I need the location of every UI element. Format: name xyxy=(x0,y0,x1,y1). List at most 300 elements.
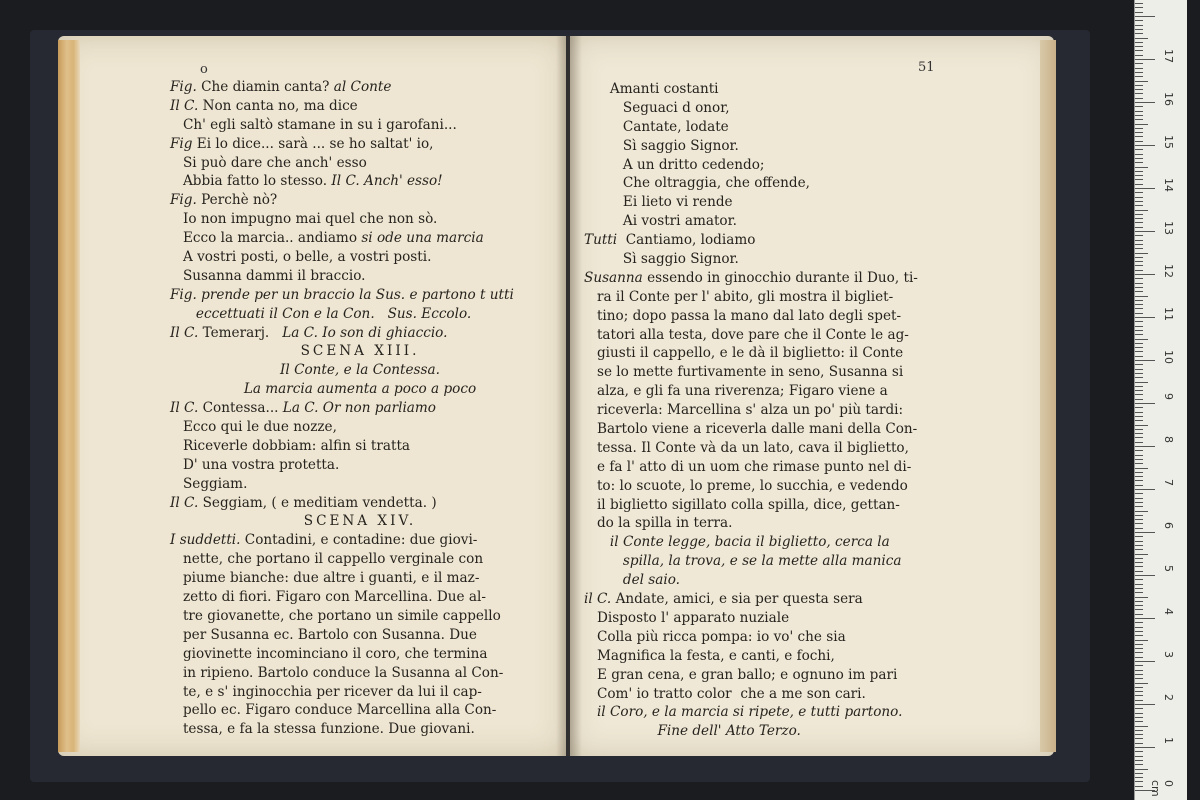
ruler-tick xyxy=(1135,678,1143,679)
ruler-tick xyxy=(1135,235,1143,236)
ruler-tick xyxy=(1135,627,1143,628)
ruler-tick xyxy=(1135,145,1155,146)
ruler-tick xyxy=(1135,308,1143,309)
ruler-number: 15 xyxy=(1162,135,1175,149)
ruler-tick xyxy=(1135,760,1143,761)
page-edges-left xyxy=(58,40,80,752)
ruler-tick xyxy=(1135,244,1143,245)
line-direction: Il C. Anch' esso! xyxy=(331,173,443,190)
ruler-tick xyxy=(1135,20,1143,21)
ruler-number: 0 cm xyxy=(1149,780,1175,797)
text-line xyxy=(170,78,550,97)
line-text: tessa. Il Conte và da un lato, cava il biglietto, xyxy=(584,439,909,456)
ruler-tick xyxy=(1135,747,1155,748)
line-text: Ei lo dice... sarà ... se ho saltat' io, xyxy=(192,135,434,152)
line-text: il biglietto sigillato colla spilla, dice, gettan- xyxy=(584,496,900,513)
ruler-tick xyxy=(1135,179,1143,180)
ruler-tick xyxy=(1135,291,1143,292)
ruler-tick xyxy=(1135,154,1143,155)
ruler-tick xyxy=(1135,373,1143,374)
measurement-ruler xyxy=(1134,0,1187,800)
ruler-tick xyxy=(1135,545,1143,546)
ruler-tick xyxy=(1135,575,1155,576)
ruler-tick xyxy=(1135,351,1143,352)
line-speaker: Fig. xyxy=(170,192,197,209)
text-line xyxy=(584,628,1004,647)
ruler-tick xyxy=(1135,420,1143,421)
right-page-text xyxy=(584,80,1004,741)
text-line xyxy=(584,590,1004,609)
text-line xyxy=(584,458,1004,477)
ruler-tick xyxy=(1135,158,1143,159)
line-text: to: lo scuote, lo preme, lo succhia, e vedendo xyxy=(584,477,908,494)
ruler-tick xyxy=(1135,265,1143,266)
line-text: Ei lieto vi rende xyxy=(584,194,733,211)
ruler-tick xyxy=(1135,317,1155,318)
ruler-tick xyxy=(1135,661,1155,662)
line-text: zetto di fiori. Figaro con Marcellina. Due al- xyxy=(170,589,486,606)
ruler-tick xyxy=(1135,171,1143,172)
line-text: tessa, e fa la stessa funzione. Due giovani. xyxy=(170,721,475,738)
ruler-tick xyxy=(1135,493,1143,494)
ruler-tick xyxy=(1135,713,1143,714)
text-line xyxy=(170,512,550,531)
text-line xyxy=(584,552,1004,571)
text-line xyxy=(584,307,1004,326)
line-text: Andate, amici, e sia per questa sera xyxy=(611,591,863,608)
ruler-number: 2 xyxy=(1162,694,1175,701)
ruler-tick xyxy=(1135,566,1143,567)
ruler-tick xyxy=(1135,558,1143,559)
line-speaker: Susanna xyxy=(584,269,643,286)
text-line xyxy=(170,701,550,720)
text-line xyxy=(584,174,1004,193)
left-page-text xyxy=(170,78,550,739)
ruler-number: 14 xyxy=(1162,178,1175,192)
text-line xyxy=(170,418,550,437)
ruler-tick xyxy=(1135,463,1143,464)
text-line xyxy=(170,494,550,513)
text-line xyxy=(584,326,1004,345)
ruler-tick xyxy=(1135,506,1143,507)
ruler-tick xyxy=(1135,270,1143,271)
ruler-tick xyxy=(1135,394,1143,395)
ruler-tick xyxy=(1135,652,1143,653)
line-text: ra il Conte per l' abito, gli mostra il bigliet- xyxy=(584,288,894,305)
text-line xyxy=(170,550,550,569)
text-line xyxy=(170,456,550,475)
text-line xyxy=(170,191,550,210)
ruler-tick xyxy=(1135,554,1148,555)
ruler-tick xyxy=(1135,360,1155,361)
ruler-tick xyxy=(1135,777,1143,778)
line-text: Sì saggio Signor. xyxy=(584,251,739,268)
line-text: Seguaci d onor, xyxy=(584,99,730,116)
ruler-tick xyxy=(1135,502,1143,503)
line-text: Ecco qui le due nozze, xyxy=(170,419,337,436)
ruler-tick xyxy=(1135,764,1143,765)
line-text: se lo mette furtivamente in seno, Susanna si xyxy=(584,364,904,381)
ruler-tick xyxy=(1135,3,1143,4)
ruler-tick xyxy=(1135,609,1143,610)
ruler-tick xyxy=(1135,382,1148,383)
text-line xyxy=(584,99,1004,118)
text-line xyxy=(170,210,550,229)
line-direction: prende per un braccio la Sus. e partono t utti xyxy=(196,286,514,303)
line-direction: La C. Io son di ghiaccio. xyxy=(273,324,448,341)
line-text: Temerarj. xyxy=(198,324,274,341)
ruler-tick xyxy=(1135,605,1143,606)
ruler-tick xyxy=(1135,644,1143,645)
line-text: Cantate, lodate xyxy=(584,118,729,135)
ruler-tick xyxy=(1135,549,1143,550)
ruler-tick xyxy=(1135,343,1143,344)
ruler-tick xyxy=(1135,734,1143,735)
ruler-tick xyxy=(1135,743,1143,744)
line-text: in ripieno. Bartolo conduce la Susanna al Con- xyxy=(170,664,504,681)
line-speaker: Il C. xyxy=(170,494,199,511)
ruler-number: 9 xyxy=(1162,393,1175,400)
ruler-number: 11 xyxy=(1162,307,1175,321)
text-line xyxy=(170,135,550,154)
ruler-tick xyxy=(1135,63,1143,64)
line-direction: SCENA XIII. xyxy=(300,343,420,360)
ruler-tick xyxy=(1135,93,1143,94)
text-line xyxy=(170,437,550,456)
text-line xyxy=(584,344,1004,363)
line-text: Com' io tratto color che a me son cari. xyxy=(584,685,866,702)
text-line xyxy=(584,571,1004,590)
text-line xyxy=(170,380,550,399)
ruler-tick xyxy=(1135,704,1155,705)
ruler-tick xyxy=(1135,579,1143,580)
line-direction: del saio. xyxy=(584,572,680,589)
ruler-tick xyxy=(1135,592,1143,593)
text-line xyxy=(170,626,550,645)
ruler-tick xyxy=(1135,175,1143,176)
line-direction: Fine dell' Atto Terzo. xyxy=(584,723,801,740)
line-text: Che oltraggia, che offende, xyxy=(584,175,810,192)
line-text: tatori alla testa, dove pare che il Conte le ag- xyxy=(584,326,909,343)
text-line xyxy=(170,229,550,248)
ruler-tick xyxy=(1135,691,1143,692)
ruler-tick xyxy=(1135,313,1143,314)
ruler-tick xyxy=(1135,781,1143,782)
ruler-tick xyxy=(1135,16,1155,17)
ruler-tick xyxy=(1135,390,1143,391)
ruler-tick xyxy=(1135,386,1143,387)
ruler-tick xyxy=(1135,38,1148,39)
line-text: E gran cena, e gran ballo; e ognuno im pari xyxy=(584,666,898,683)
ruler-tick xyxy=(1135,119,1143,120)
ruler-tick xyxy=(1135,167,1148,168)
line-text: Amanti costanti xyxy=(584,81,719,97)
text-line xyxy=(584,193,1004,212)
line-text: e fa l' atto di un uom che rimase punto nel di- xyxy=(584,458,912,475)
text-line xyxy=(170,569,550,588)
ruler-tick xyxy=(1135,726,1148,727)
ruler-tick xyxy=(1135,214,1143,215)
ruler-tick xyxy=(1135,111,1143,112)
line-text: D' una vostra protetta. xyxy=(170,456,340,473)
ruler-tick xyxy=(1135,498,1143,499)
text-line xyxy=(584,118,1004,137)
ruler-number: 17 xyxy=(1162,49,1175,63)
ruler-tick xyxy=(1135,218,1143,219)
text-line xyxy=(584,401,1004,420)
ruler-number: 7 xyxy=(1162,479,1175,486)
line-speaker: Fig. xyxy=(170,79,197,95)
ruler-tick xyxy=(1135,700,1143,701)
ruler-tick xyxy=(1135,433,1143,434)
ruler-tick xyxy=(1135,197,1143,198)
ruler-number: 10 xyxy=(1162,350,1175,364)
text-line xyxy=(584,685,1004,704)
text-line xyxy=(584,722,1004,741)
ruler-tick xyxy=(1135,618,1155,619)
ruler-tick xyxy=(1135,321,1143,322)
ruler-tick xyxy=(1135,201,1143,202)
line-text: te, e s' inginocchia per ricever da lui il cap- xyxy=(170,683,482,700)
ruler-tick xyxy=(1135,356,1143,357)
ruler-tick xyxy=(1135,274,1155,275)
text-line xyxy=(170,588,550,607)
text-line xyxy=(584,666,1004,685)
text-line xyxy=(170,399,550,418)
ruler-tick xyxy=(1135,562,1143,563)
text-line xyxy=(170,531,550,550)
ruler-tick xyxy=(1135,85,1143,86)
line-text: Contessa... xyxy=(198,400,283,417)
line-speaker: Il C. xyxy=(170,97,199,114)
ruler-tick xyxy=(1135,403,1155,404)
ruler-number: 5 xyxy=(1162,565,1175,572)
line-text: A un dritto cedendo; xyxy=(584,156,765,173)
ruler-tick xyxy=(1135,205,1143,206)
ruler-tick xyxy=(1135,528,1143,529)
right-page-number: 51 xyxy=(918,60,935,75)
ruler-tick xyxy=(1135,489,1155,490)
ruler-tick xyxy=(1135,425,1148,426)
ruler-tick xyxy=(1135,102,1155,103)
ruler-tick xyxy=(1135,442,1143,443)
ruler-tick xyxy=(1135,721,1143,722)
ruler-tick xyxy=(1135,450,1143,451)
text-line xyxy=(584,514,1004,533)
ruler-tick xyxy=(1135,631,1143,632)
ruler-tick xyxy=(1135,364,1143,365)
line-text: per Susanna ec. Bartolo con Susanna. Due xyxy=(170,626,477,643)
line-text: Ecco la marcia.. andiamo xyxy=(170,230,362,247)
ruler-tick xyxy=(1135,407,1143,408)
ruler-tick xyxy=(1135,7,1143,8)
ruler-tick xyxy=(1135,429,1143,430)
ruler-tick xyxy=(1135,278,1143,279)
ruler-tick xyxy=(1135,717,1143,718)
ruler-tick xyxy=(1135,670,1143,671)
text-line xyxy=(170,305,550,324)
ruler-tick xyxy=(1135,222,1143,223)
line-direction: spilla, la trova, e se la mette alla manica xyxy=(584,553,902,570)
line-text: Non canta no, ma dice xyxy=(198,97,358,114)
ruler-tick xyxy=(1135,468,1148,469)
ruler-tick xyxy=(1135,683,1148,684)
ruler-tick xyxy=(1135,455,1143,456)
text-line xyxy=(584,231,1004,250)
text-line xyxy=(584,269,1004,288)
text-line xyxy=(584,363,1004,382)
line-text: Susanna dammi il braccio. xyxy=(170,267,366,284)
line-text: Bartolo viene a riceverla dalle mani della Con- xyxy=(584,421,918,438)
ruler-tick xyxy=(1135,773,1143,774)
ruler-tick xyxy=(1135,59,1155,60)
line-direction: La C. Or non parliamo xyxy=(282,400,436,417)
text-line xyxy=(584,477,1004,496)
text-line xyxy=(170,97,550,116)
text-line xyxy=(584,609,1004,628)
ruler-tick xyxy=(1135,695,1143,696)
ruler-tick xyxy=(1135,511,1148,512)
ruler-tick xyxy=(1135,72,1143,73)
ruler-tick xyxy=(1135,485,1143,486)
ruler-tick xyxy=(1135,330,1143,331)
text-line xyxy=(170,324,550,343)
text-line xyxy=(584,647,1004,666)
line-text: Riceverle dobbiam: alfin si tratta xyxy=(170,437,411,454)
line-text: giovinette incominciano il coro, che termina xyxy=(170,645,488,662)
line-text: Ai vostri amator. xyxy=(584,213,737,230)
ruler-tick xyxy=(1135,738,1143,739)
ruler-number: 13 xyxy=(1162,221,1175,235)
ruler-tick xyxy=(1135,657,1143,658)
ruler-tick xyxy=(1135,136,1143,137)
line-direction: SCENA XIV. xyxy=(303,513,417,530)
text-line xyxy=(584,382,1004,401)
ruler-tick xyxy=(1135,76,1143,77)
ruler-tick xyxy=(1135,622,1143,623)
ruler-tick xyxy=(1135,416,1143,417)
ruler-tick xyxy=(1135,459,1143,460)
ruler-tick xyxy=(1135,399,1143,400)
ruler-tick xyxy=(1135,640,1148,641)
ruler-tick xyxy=(1135,192,1143,193)
line-text: Contadini, e contadine: due giovi- xyxy=(240,532,478,549)
line-text: riceverla: Marcellina s' alza un po' più tardi: xyxy=(584,402,904,419)
ruler-tick xyxy=(1135,377,1143,378)
ruler-tick xyxy=(1135,708,1143,709)
ruler-tick xyxy=(1135,515,1143,516)
text-line xyxy=(170,683,550,702)
text-line xyxy=(584,250,1004,269)
line-speaker: Il C. xyxy=(170,400,199,417)
ruler-number: 8 xyxy=(1162,436,1175,443)
line-speaker: I suddetti. xyxy=(170,532,241,549)
ruler-tick xyxy=(1135,730,1143,731)
line-direction: si ode una marcia xyxy=(361,230,484,247)
line-text: A vostri posti, o belle, a vostri posti. xyxy=(170,249,432,266)
text-line xyxy=(170,286,550,305)
text-line xyxy=(584,420,1004,439)
ruler-tick xyxy=(1135,347,1143,348)
ruler-tick xyxy=(1135,248,1143,249)
line-speaker: Fig. xyxy=(170,286,197,303)
text-line xyxy=(170,664,550,683)
ruler-tick xyxy=(1135,253,1148,254)
ruler-tick xyxy=(1135,597,1148,598)
ruler-tick xyxy=(1135,227,1143,228)
ruler-tick xyxy=(1135,648,1143,649)
ruler-tick xyxy=(1135,231,1155,232)
ruler-tick xyxy=(1135,132,1143,133)
ruler-tick xyxy=(1135,33,1143,34)
text-line xyxy=(584,703,1004,722)
text-line xyxy=(170,720,550,739)
ruler-tick xyxy=(1135,240,1143,241)
text-line xyxy=(584,156,1004,175)
ruler-tick xyxy=(1135,162,1143,163)
line-text: Ch' egli saltò stamane in su i garofani... xyxy=(170,116,457,133)
ruler-tick xyxy=(1135,50,1143,51)
ruler-tick xyxy=(1135,523,1143,524)
ruler-tick xyxy=(1135,89,1143,90)
ruler-tick xyxy=(1135,786,1143,787)
ruler-tick xyxy=(1135,257,1143,258)
line-text: Seggiam, ( e meditiam vendetta. ) xyxy=(198,494,437,511)
page-edges-right xyxy=(1040,40,1056,752)
ruler-tick xyxy=(1135,665,1143,666)
text-line xyxy=(584,533,1004,552)
line-speaker: Tutti xyxy=(584,232,618,249)
ruler-tick xyxy=(1135,369,1143,370)
ruler-tick xyxy=(1135,674,1143,675)
ruler-tick xyxy=(1135,532,1155,533)
ruler-number: 12 xyxy=(1162,264,1175,278)
line-text: Disposto l' apparato nuziale xyxy=(584,609,790,626)
ruler-tick xyxy=(1135,536,1143,537)
ruler-tick xyxy=(1135,588,1143,589)
ruler-tick xyxy=(1135,42,1143,43)
text-line xyxy=(170,248,550,267)
line-direction: Il Conte, e la Contessa. xyxy=(280,362,440,379)
line-text: Che diamin canta? xyxy=(196,79,334,95)
ruler-tick xyxy=(1135,115,1143,116)
line-text: piume bianche: due altre i guanti, e il maz- xyxy=(170,570,480,587)
line-direction: il Coro, e la marcia si ripete, e tutti partono. xyxy=(584,704,903,721)
text-line xyxy=(170,607,550,626)
text-line xyxy=(584,288,1004,307)
line-text: tino; dopo passa la mano dal lato degli spet- xyxy=(584,307,902,324)
line-text: tre giovanette, che portano un simile cappello xyxy=(170,607,501,624)
ruler-tick xyxy=(1135,756,1143,757)
text-line xyxy=(584,80,1004,99)
ruler-tick xyxy=(1135,334,1143,335)
line-direction: il Conte legge, bacia il biglietto, cerca la xyxy=(584,534,890,551)
ruler-tick xyxy=(1135,480,1143,481)
ruler-tick xyxy=(1135,571,1143,572)
ruler-tick xyxy=(1135,55,1143,56)
ruler-number: 4 xyxy=(1162,608,1175,615)
line-text: Io non impugno mai quel che non sò. xyxy=(170,211,438,228)
line-text: essendo in ginocchio durante il Duo, ti- xyxy=(642,269,918,286)
ruler-tick xyxy=(1135,81,1148,82)
ruler-tick xyxy=(1135,326,1143,327)
ruler-tick xyxy=(1135,25,1143,26)
ruler-tick xyxy=(1135,106,1143,107)
text-line xyxy=(170,172,550,191)
ruler-tick xyxy=(1135,472,1143,473)
ruler-number: 6 xyxy=(1162,522,1175,529)
book-gutter xyxy=(556,36,582,756)
